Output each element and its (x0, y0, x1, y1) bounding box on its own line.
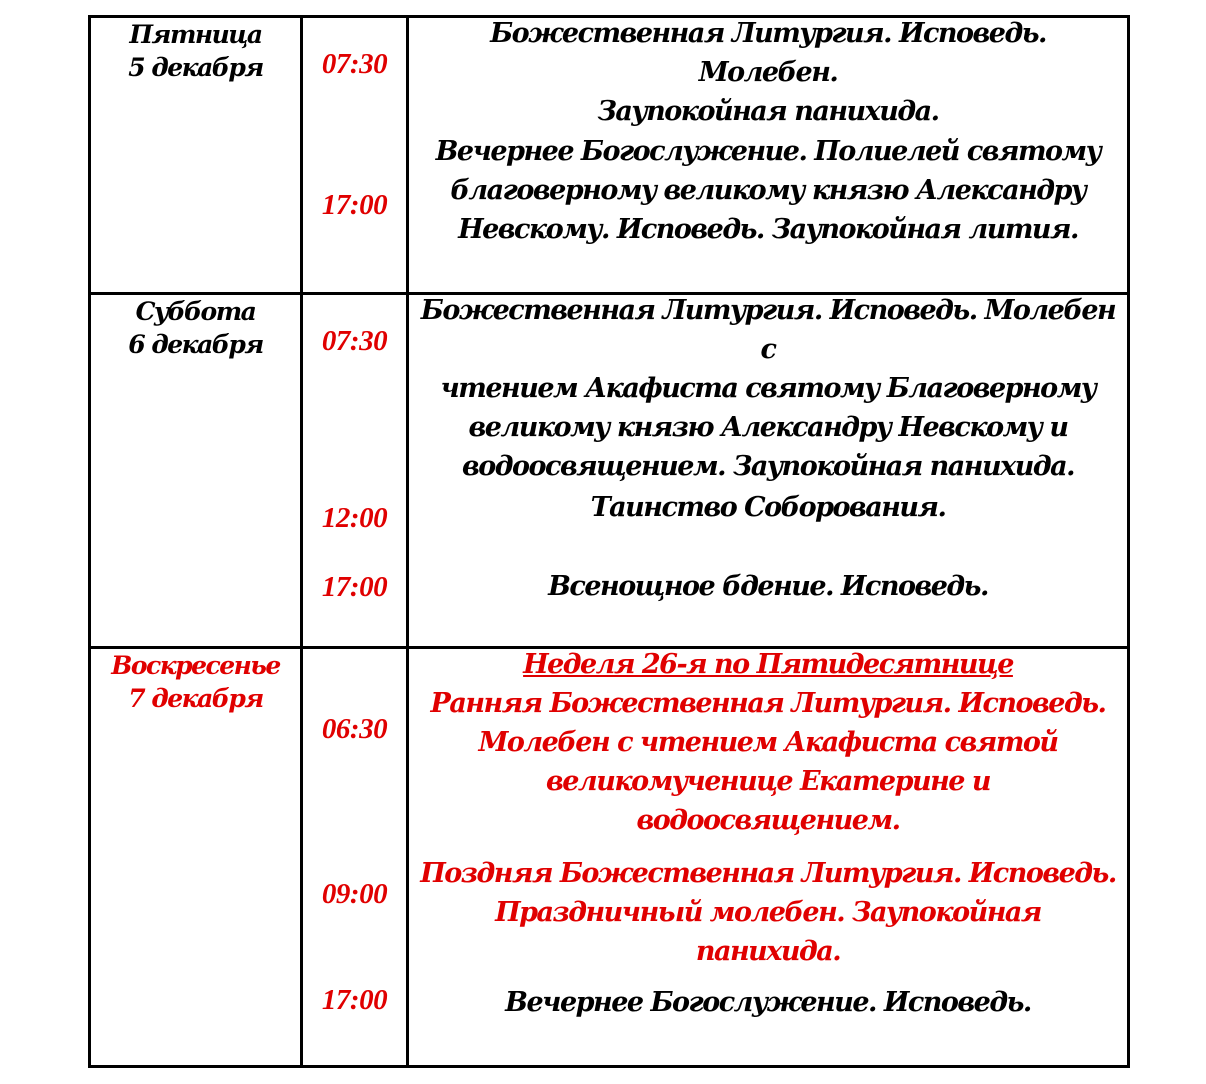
event-line: Вечернее Богослужение. Полиелей святому (435, 136, 1101, 167)
day-label (91, 18, 300, 84)
time-cell (303, 649, 409, 1065)
day-row-friday (91, 18, 1127, 295)
event-text (409, 983, 1127, 1022)
event-text (409, 488, 1127, 527)
event-line: великомученице Екатерине и водоосвящением. (546, 766, 990, 836)
event-line: чтением Акафиста святому Благоверному (440, 373, 1096, 404)
time-label: 17:00 (321, 571, 388, 603)
time-label: 07:30 (321, 48, 388, 80)
day-label (91, 649, 300, 715)
time-label: 07:30 (321, 325, 388, 357)
event-line: Ранняя Божественная Литургия. Исповедь. (430, 688, 1106, 719)
event-line: Божественная Литургия. Исповедь. Молебен с (420, 295, 1116, 365)
event-cell (409, 18, 1127, 292)
event-line: благоверному великому князю Александру (450, 175, 1086, 206)
time-label: 12:00 (321, 502, 388, 534)
day-label (91, 295, 300, 361)
event-line: Невскому. Исповедь. Заупокойная лития. (458, 214, 1078, 245)
time-label: 17:00 (321, 189, 388, 221)
day-cell (91, 649, 303, 1065)
event-line: Праздничный молебен. Заупокойная панихида. (495, 897, 1041, 967)
time-label: 06:30 (321, 713, 388, 745)
event-text (409, 132, 1127, 249)
event-text (409, 645, 1127, 840)
event-line: великому князю Александру Невскому и (468, 412, 1068, 443)
schedule-table (88, 15, 1130, 1068)
day-row-saturday (91, 295, 1127, 649)
event-line: Божественная Литургия. Исповедь. Молебен. (490, 18, 1046, 88)
event-line: Всенощное бдение. Исповедь. (548, 571, 988, 602)
event-text (409, 14, 1127, 131)
event-line: Вечернее Богослужение. Исповедь. (505, 987, 1031, 1018)
time-label: 09:00 (321, 878, 388, 910)
event-line: водоосвящением. Заупокойная панихида. (461, 451, 1075, 482)
time-label: 17:00 (321, 984, 388, 1016)
feast-heading: Неделя 26-я по Пятидесятнице (523, 649, 1013, 680)
weekday: Суббота (135, 297, 256, 326)
event-line: Таинство Соборования. (590, 492, 946, 523)
day-cell (91, 295, 303, 646)
date: 6 декабря (128, 330, 263, 359)
date: 5 декабря (128, 53, 263, 82)
weekday: Воскресенье (111, 651, 280, 680)
event-text (409, 291, 1127, 486)
time-cell (303, 295, 409, 646)
weekday: Пятница (129, 20, 262, 49)
event-text (409, 854, 1127, 971)
time-cell (303, 18, 409, 292)
event-line: Молебен с чтением Акафиста святой (478, 727, 1058, 758)
event-cell (409, 649, 1127, 1065)
event-cell (409, 295, 1127, 646)
day-cell (91, 18, 303, 292)
day-row-sunday (91, 649, 1127, 1065)
date: 7 декабря (128, 684, 263, 713)
event-line: Поздняя Божественная Литургия. Исповедь. (420, 858, 1116, 889)
event-line: Заупокойная панихида. (597, 96, 939, 127)
event-text (409, 567, 1127, 606)
